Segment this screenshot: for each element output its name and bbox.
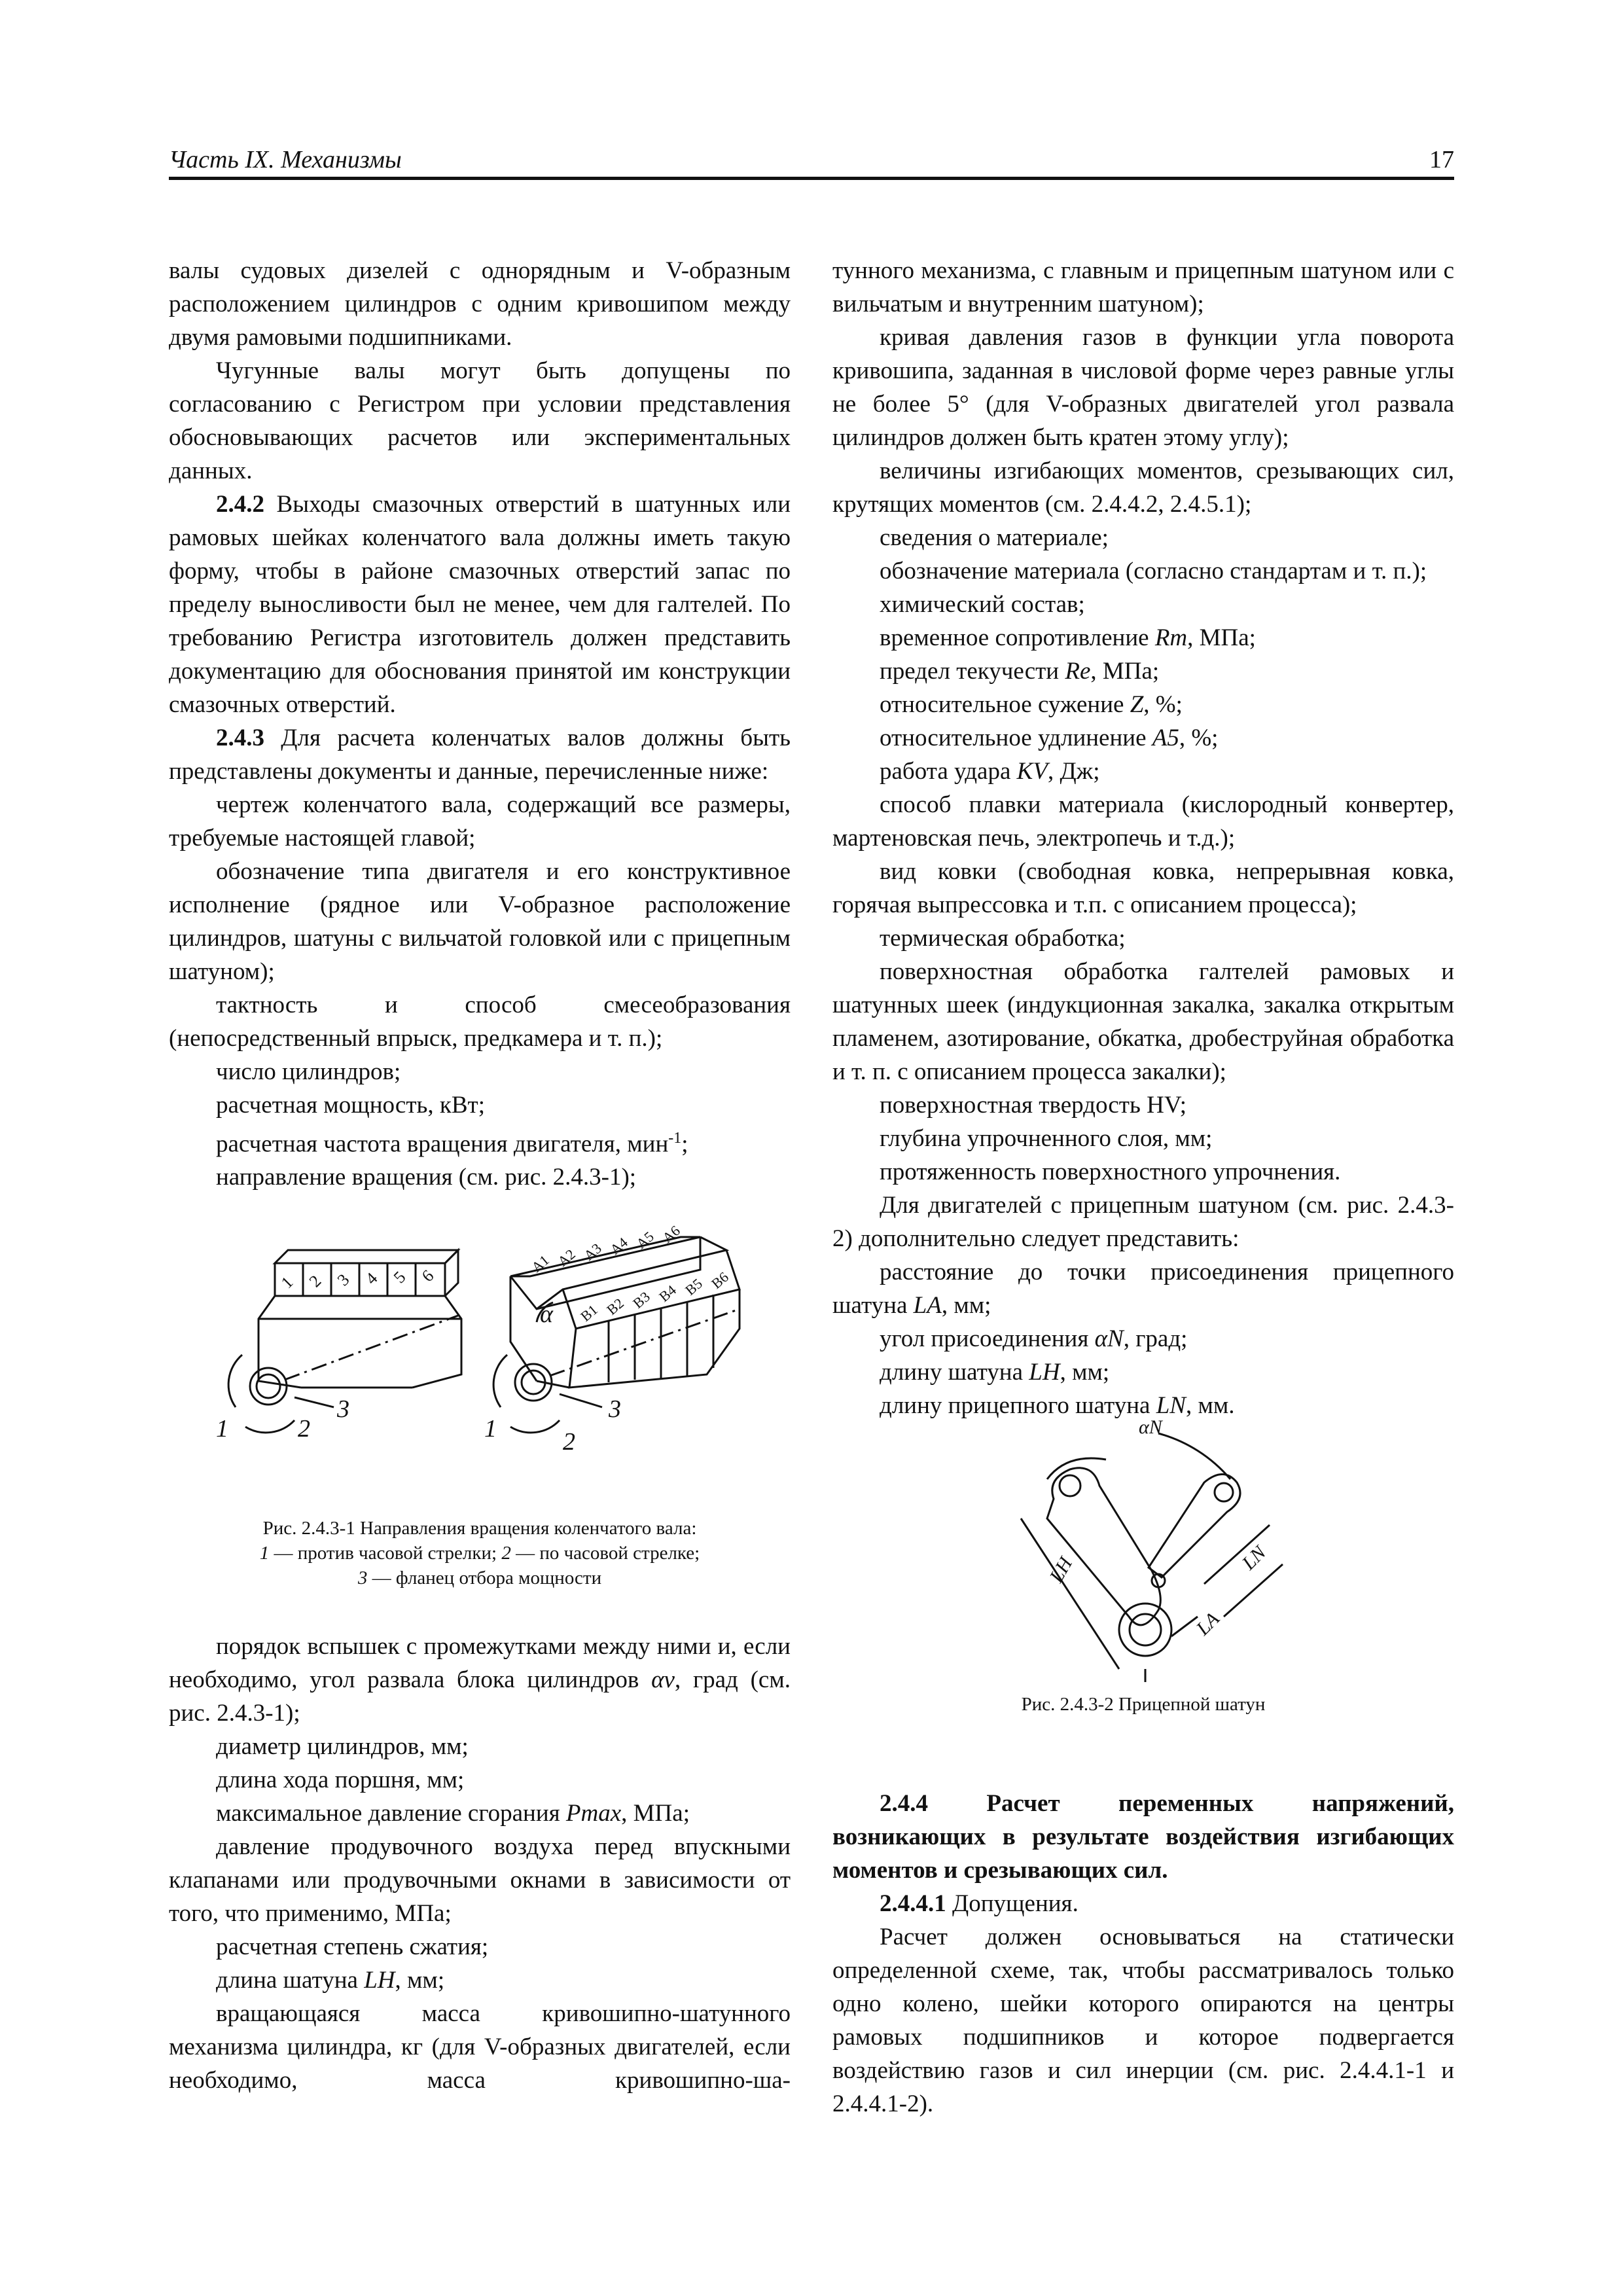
cylinder-label: 6 [418,1266,438,1286]
bank-a-label: A2 [554,1246,579,1270]
list-item: величины изгибающих моментов, срезывающих сил, крутящих моментов (см. 2.4.4.2, 2.4.5.1); [832,457,1454,518]
bank-a-label: A5 [633,1228,657,1252]
list-item: относительное удлинение A5, %; [880,725,1219,751]
inline-cylinder-numbers [277,1266,438,1293]
left-column-top [169,254,791,1194]
section-2-4-4-1: 2.4.4.1 Допущения. [880,1890,1079,1917]
section-number: 2.4.4.1 [880,1890,946,1917]
list-item: поверхностная обработка галтелей рамовых и шатунных шеек (индукционная закалка, закалка открытым пламенем, азотирование, обкатка, дробеструйная обработка и т. п. с описанием процесса закалки); [832,958,1454,1085]
figure-2-4-3-2-caption: Рис. 2.4.3-2 Прицепной шатун [1021,1694,1266,1715]
list-item: способ плавки материала (кислородный конвертер, мартеновская печь, электропечь и т.д.); [832,791,1454,852]
list-item: вращающаяся масса кривошипно-шатунного механизма цилиндра, кг (для V-образных двигателей, если необходимо, масса кривошипно-ша- [169,2000,791,2094]
la-label: LA [1192,1607,1224,1640]
bank-a-label: A1 [528,1251,552,1276]
running-title: Часть IX. Механизмы [169,146,402,173]
bank-a-label: A4 [607,1234,631,1258]
running-header [169,145,1454,179]
section-number: 2.4.2 [216,491,264,518]
list-item: расчетная мощность, кВт; [216,1092,485,1119]
callout-2: 2 [563,1428,575,1456]
cylinder-label: 4 [361,1268,382,1289]
section-heading-2-4-4: 2.4.4 Расчет переменных напряжений, возникающих в результате воздействия изгибающих моментов и срезывающих сил. [832,1790,1454,1884]
list-item: обозначение материала (согласно стандартам и т. п.); [880,558,1427,584]
right-column-bottom [832,1787,1454,2121]
paragraph: валы судовых дизелей с однорядным и V-образным расположением цилиндров с одним кривошипом между двумя рамовыми подшипниками. [169,257,791,351]
list-item: диаметр цилиндров, мм; [216,1733,469,1760]
list-item: угол присоединения αN, град; [880,1325,1188,1352]
list-item: тактность и способ смесеобразования (непосредственный впрыск, предкамера и т. п.); [169,992,791,1052]
section-2-4-3: 2.4.3 Для расчета коленчатых валов должны быть представлены документы и данные, перечисленные ниже: [169,725,791,785]
bank-a-label: A6 [659,1222,683,1246]
paragraph: Для двигателей с прицепным шатуном (см. рис. 2.4.3-2) дополнительно следует представить: [832,1192,1454,1252]
list-item: порядок вспышек с промежутками между ними и, если необходимо, угол развала блока цилиндров αv, град (см. рис. 2.4.3-1); [169,1633,791,1727]
figure-2-4-3-1-caption [169,1516,791,1590]
cylinder-label: 2 [305,1271,325,1291]
cylinder-label: 5 [389,1267,410,1287]
cylinder-label: 3 [333,1270,353,1290]
list-item: кривая давления газов в функции угла поворота кривошипа, заданная в числовой форме через равные углы не более 5° (для V-образных двигателей угол развала цилиндров должен быть кратен этому углу); [832,324,1454,451]
right-column-top [832,254,1454,1422]
caption-line: 3 — фланец отбора мощности [357,1568,602,1588]
callout-2: 2 [298,1415,310,1443]
list-item: сведения о материале; [880,524,1109,551]
list-item: протяженность поверхностного упрочнения. [880,1158,1341,1185]
list-item: направление вращения (см. рис. 2.4.3-1); [216,1164,637,1191]
list-item: тунного механизма, с главным и прицепным шатуном или с вильчатым и внутренним шатуном); [832,257,1454,317]
bank-b-label: B3 [630,1288,653,1312]
ln-label: LN [1238,1541,1270,1574]
list-item: длина хода поршня, мм; [216,1767,465,1793]
list-item: глубина упрочненного слоя, мм; [880,1125,1213,1152]
list-item: давление продувочного воздуха перед впускными клапанами или продувочными окнами в зависимости от того, что применимо, МПа; [169,1833,791,1927]
list-item: работа удара KV, Дж; [880,758,1100,785]
list-item: предел текучести Re, МПа; [880,658,1160,685]
list-item: поверхностная твердость HV; [880,1092,1187,1119]
v-angle-label: α [540,1300,553,1328]
list-item: длину прицепного шатуна LN, мм. [880,1392,1235,1419]
list-item: длина шатуна LH, мм; [216,1967,445,1994]
list-item: относительное сужение Z, %; [880,691,1183,718]
bank-b-label: B2 [603,1295,627,1318]
list-item: временное сопротивление Rm, МПа; [880,624,1256,651]
list-item: расчетная частота вращения двигателя, мин$^{-1}$; [216,1130,688,1158]
bank-b-label: B1 [577,1301,601,1325]
list-item: расчетная степень сжатия; [216,1933,489,1960]
page-number: 17 [1429,146,1454,173]
callout-1: 1 [484,1415,497,1443]
cylinder-label: 1 [277,1272,297,1293]
section-number: 2.4.3 [216,725,264,751]
left-column-bottom [169,1630,791,2097]
list-item: расстояние до точки присоединения прицепного шатуна LA, мм; [832,1259,1454,1319]
paragraph: Чугунные валы могут быть допущены по согласованию с Регистром при условии представления обосновывающих расчетов или экспериментальных данных. [169,357,791,484]
list-item: обозначение типа двигателя и его конструктивное исполнение (рядное или V-образное расположение цилиндров, шатуны с вильчатой головкой или с прицепным шатуном); [169,858,791,985]
crankshaft-rotation-diagram [196,1211,772,1486]
callout-3: 3 [337,1395,349,1423]
articulated-rod-diagram [1008,1420,1322,1682]
bank-b-label: B5 [682,1275,705,1299]
list-item: число цилиндров; [216,1058,401,1085]
list-item: чертеж коленчатого вала, содержащий все размеры, требуемые настоящей главой; [169,791,791,852]
paragraph: Расчет должен основываться на статически определенной схеме, так, чтобы рассматривалось только одно колено, шейки которого опираются на центры рамовых подшипников и которое подвергается воздействию газов и сил инерции (см. рис. 2.4.4.1-1 и 2.4.4.1-2). [832,1924,1454,2117]
lh-label: LH [1045,1553,1077,1587]
list-item: вид ковки (свободная ковка, непрерывная ковка, горячая выпрессовка и т.п. с описанием процесса); [832,858,1454,918]
list-item: химический состав; [880,591,1085,618]
bank-b-label: B4 [656,1282,679,1305]
section-2-4-2: 2.4.2 Выходы смазочных отверстий в шатунных или рамовых шейках коленчатого вала должны иметь такую форму, чтобы в районе смазочных отверстий запас по пределу выносливости был не менее, чем для галтелей. По требованию Регистра изготовитель должен представить документацию для обоснования принятой им конструкции смазочных отверстий. [169,491,791,718]
callout-1: 1 [216,1415,228,1443]
figure-2-4-3-2 [1008,1420,1322,1682]
callout-3: 3 [609,1395,621,1423]
alpha-n-label: αN [1139,1420,1162,1438]
bank-b-label: B6 [708,1268,732,1292]
caption-line: 1 — против часовой стрелки; 2 — по часовой стрелке; [259,1543,700,1564]
caption-line: Рис. 2.4.3-1 Направления вращения коленчатого вала: [262,1518,697,1539]
bank-a-label: A3 [580,1240,605,1264]
figure-2-4-3-1 [196,1211,772,1486]
list-item: максимальное давление сгорания Pmax, МПа; [216,1800,690,1827]
header-rule [169,177,1454,180]
list-item: термическая обработка; [880,925,1126,952]
list-item: длину шатуна LH, мм; [880,1359,1110,1386]
